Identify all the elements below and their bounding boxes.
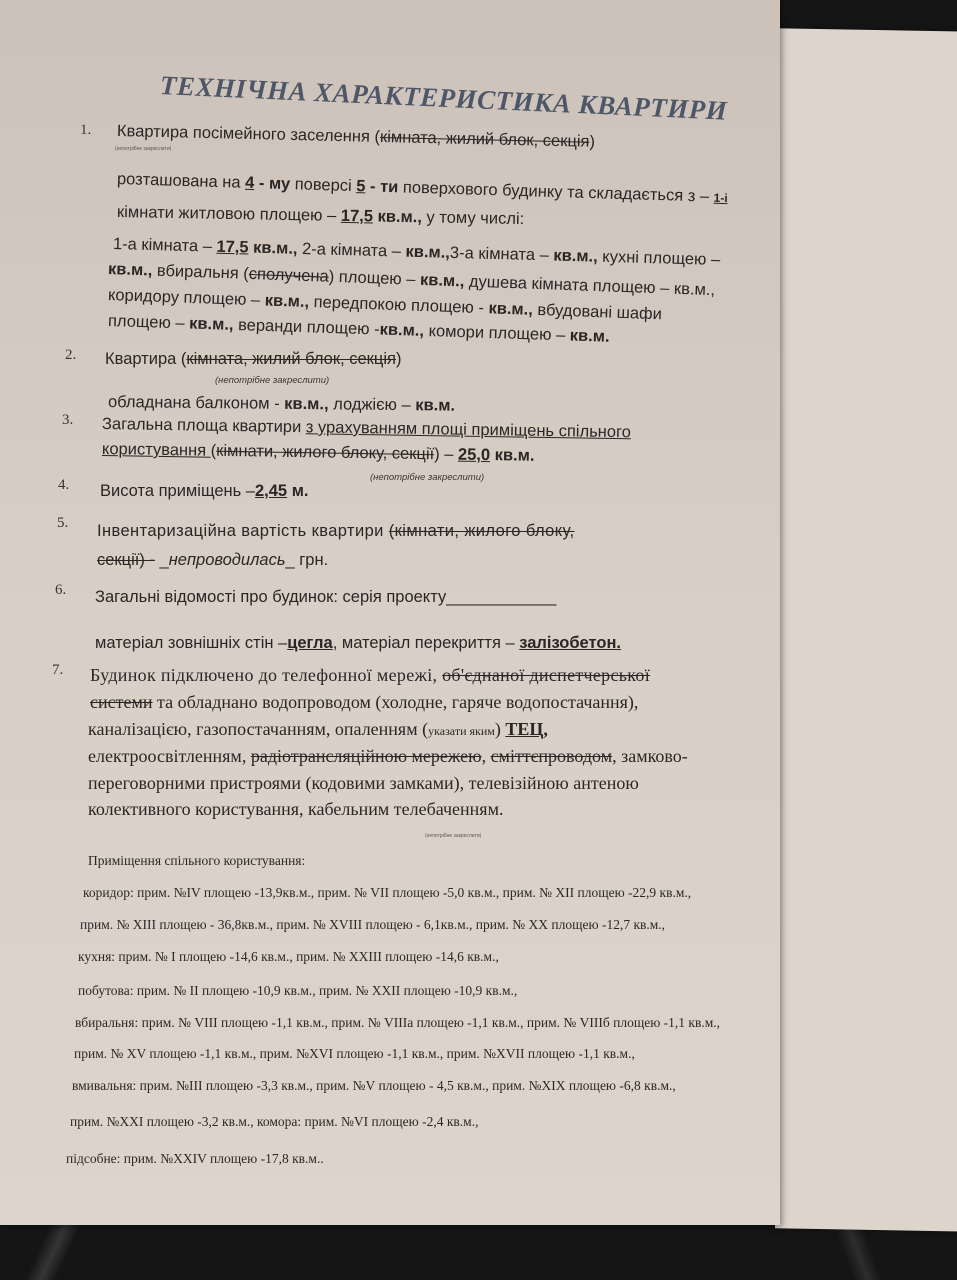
common-areas-heading: Приміщення спільного користування: xyxy=(88,853,306,868)
rooms-count-value: 1-і xyxy=(713,190,728,206)
item-7-line-2: системи та обладнано водопроводом (холодне, гаряче водопостачання), xyxy=(90,692,639,712)
strikethrough-text: сполучена xyxy=(248,264,330,286)
common-areas-line: прим. № XIII площею - 36,8кв.м., прим. № XVIII площею - 6,1кв.м., прим. № XX площею -12,7 кв.м., xyxy=(80,917,666,932)
item-number-5: 5. xyxy=(57,515,69,531)
heating-value: ТЕЦ, xyxy=(505,719,548,739)
common-areas-line: коридор: прим. №IV площею -13,9кв.м., прим. № VII площею -5,0 кв.м., прим. № XII площею -22,9 кв.м., xyxy=(83,885,692,900)
item-7-line-4: електроосвітленням, радіотрансляційною мережею, сміттєпроводом, замково- xyxy=(88,746,688,766)
common-areas-line: прим. № XV площею -1,1 кв.м., прим. №XVI площею -1,1 кв.м., прим. №XVII площею -1,1 кв.м., xyxy=(74,1046,635,1061)
item-5-line-1: Інвентаризаційна вартість квартири (кімнати, жилого блоку, xyxy=(97,522,575,540)
item-2-line-2: обладнана балконом - кв.м., лоджією – кв.м. xyxy=(107,393,456,415)
item-7-line-1: Будинок підключено до телефонної мережі, об'єднаної диспетчерської xyxy=(90,665,651,685)
item-number-2: 2. xyxy=(65,347,77,363)
wall-material-value: цегла xyxy=(287,634,333,652)
item-number-4: 4. xyxy=(58,477,70,493)
strikethrough-text: (кімнати, жилого блоку, xyxy=(388,522,575,540)
item-3-line-1: Загальна площа квартири з урахуванням площі приміщень спільного xyxy=(101,415,632,442)
item-6-line-2: матеріал зовнішніх стін –цегла, матеріал перекриття – залізобетон. xyxy=(95,634,622,652)
item-4-line-1: Висота приміщень –2,45 м. xyxy=(100,482,309,500)
item-1-line-3: кімнати житловою площею – 17,5 кв.м., у тому числі: xyxy=(116,203,525,229)
project-series-blank: ____________ xyxy=(446,588,557,606)
item-number-7: 7. xyxy=(52,662,64,678)
common-areas-line: прим. №XXI площею -3,2 кв.м., комора: прим. №VI площею -2,4 кв.м., xyxy=(70,1114,479,1129)
strikethrough-text: сміттєпроводом xyxy=(490,746,613,766)
strikethrough-text: кімната, жилий блок, секція xyxy=(379,127,590,151)
strikethrough-text: об'єднаної диспетчерської xyxy=(442,665,651,685)
item-3-line-2: користування (кімнати, жилого блоку, секції) – 25,0 кв.м. xyxy=(101,440,535,465)
strikethrough-text: кімната, жилий блок, секція xyxy=(186,350,396,368)
document-title: ТЕХНІЧНА ХАРАКТЕРИСТИКА КВАРТИРИ xyxy=(159,70,728,126)
total-area-value: 25,0 xyxy=(457,445,491,465)
strikethrough-text: секції) - xyxy=(97,551,155,569)
item-1-line-1: Квартира посімейного заселення (кімната, жилий блок, секція) xyxy=(116,122,596,151)
floor-value: 4 xyxy=(244,173,255,193)
room1-area-value: 17,5 xyxy=(216,237,249,257)
inventory-value: непроводилась xyxy=(168,551,286,569)
item-5-line-2: секції) - _непроводилась_ грн. xyxy=(97,551,329,569)
common-areas-line: вмивальня: прим. №III площею -3,3 кв.м., прим. №V площею - 4,5 кв.м., прим. №XIX площею -6,8 кв.м., xyxy=(72,1078,676,1093)
item-6-line-1: Загальні відомості про будинок: серія проекту____________ xyxy=(95,588,557,606)
floor-material-value: залізобетон. xyxy=(519,634,622,652)
strikethrough-text: кімнати, жилого блоку, секції xyxy=(216,441,435,464)
strikethrough-text: системи xyxy=(90,692,153,712)
strikethrough-text: радіотрансляційною мережею xyxy=(250,746,482,766)
crossout-note: (непотрібне закреслити) xyxy=(115,146,172,152)
item-1-line-4: 1-а кімната – 17,5 кв.м., 2-а кімната – кв.м.,3-а кімната – кв.м., кухні площею – xyxy=(112,235,721,269)
crossout-note: (непотрібне закреслити) xyxy=(425,833,482,839)
item-1-line-5: кв.м., вбиральня (сполучена) площею – кв.м., душева кімната площею – кв.м., xyxy=(107,260,716,300)
item-1-line-2: розташована на 4 - му поверсі 5 - ти поверхового будинку та складається з – 1-і xyxy=(116,170,728,206)
item-7-line-6: колективного користування, кабельним телебаченням. xyxy=(88,799,504,819)
item-2-line-1: Квартира (кімната, жилий блок, секція) xyxy=(105,350,402,368)
common-areas-line: побутова: прим. № II площею -10,9 кв.м., прим. № XXII площею -10,9 кв.м., xyxy=(78,983,518,998)
common-areas-line: кухня: прим. № I площею -14,6 кв.м., прим. № XXIII площею -14,6 кв.м., xyxy=(78,949,499,964)
item-7-line-3: каналізацією, газопостачанням, опаленням (указати яким) ТЕЦ, xyxy=(88,719,548,739)
common-areas-line: підсобне: прим. №XXIV площею -17,8 кв.м.. xyxy=(66,1151,324,1166)
height-value: 2,45 xyxy=(254,482,288,500)
adjacent-page xyxy=(775,28,957,1231)
item-number-6: 6. xyxy=(55,582,67,598)
crossout-note: (непотрібне закреслити) xyxy=(215,375,330,386)
item-number-1: 1. xyxy=(80,122,92,138)
floors-total-value: 5 xyxy=(356,177,366,196)
living-area-value: 17,5 xyxy=(340,206,374,226)
common-areas-line: вбиральня: прим. № VIII площею -1,1 кв.м., прим. № VIIIа площею -1,1 кв.м., прим. № VIIIб площею -1,1 кв.м., xyxy=(75,1015,721,1030)
item-number-3: 3. xyxy=(62,412,74,428)
item-1-line-6: коридору площею – кв.м., передпокою площею - кв.м., вбудовані шафи xyxy=(107,286,663,324)
item-1-line-7: площею – кв.м., веранди площею -кв.м., комори площею – кв.м. xyxy=(107,312,610,346)
item-7-line-5: переговорними пристроями (кодовими замками), телевізійною антеною xyxy=(88,773,639,793)
crossout-note: (непотрібне закреслити) xyxy=(370,472,485,483)
